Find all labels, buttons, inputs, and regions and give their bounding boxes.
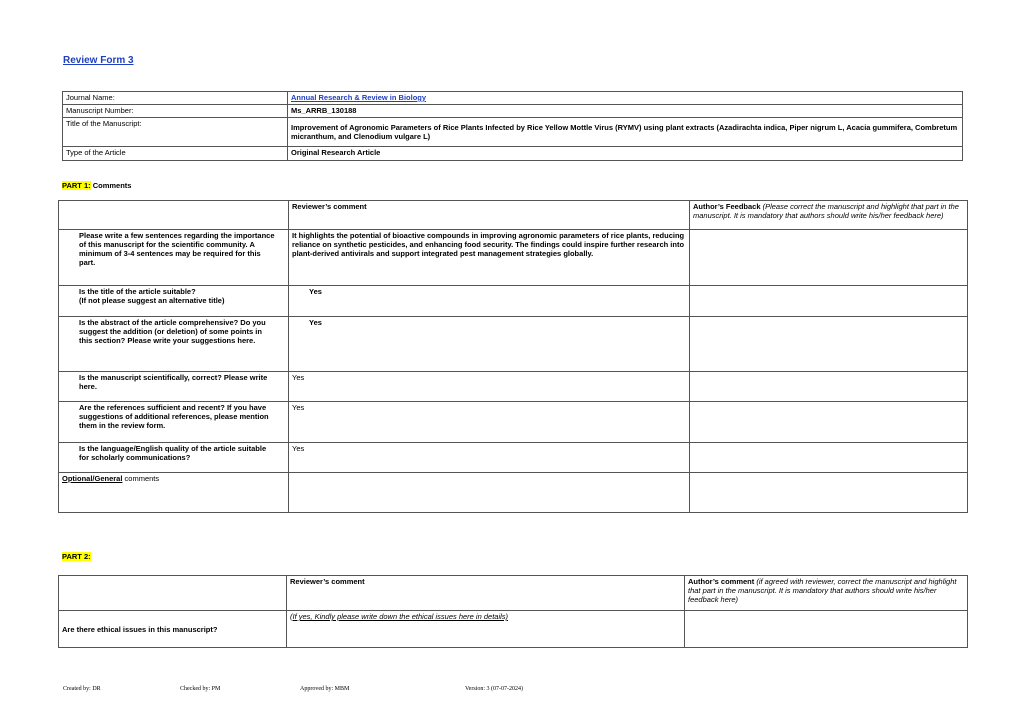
feedback-scientific[interactable] bbox=[690, 372, 968, 402]
question-language: Is the language/English quality of the article suitable for scholarly communications? bbox=[59, 443, 289, 473]
feedback-language[interactable] bbox=[690, 443, 968, 473]
question-title: Is the title of the article suitable? (If not please suggest an alternative title) bbox=[59, 286, 289, 317]
ethical-comment-field[interactable]: (If yes, Kindly please write down the ethical issues here in details) bbox=[287, 611, 685, 648]
footer-created: Created by: DR bbox=[63, 686, 101, 692]
journal-label: Journal Name: bbox=[63, 92, 288, 105]
question-scientific: Is the manuscript scientifically, correct? Please write here. bbox=[59, 372, 289, 402]
part2-reviewer-header: Reviewer’s comment bbox=[287, 576, 685, 611]
title-value: Improvement of Agronomic Parameters of Rice Plants Infected by Rice Yellow Mottle Virus (RYMV) using plant extracts (Azadirachta indica, Piper nigrum L, Acacia gummifera, Combretum micranthum, and Clenodium vulgare L) bbox=[288, 118, 963, 147]
comment-language[interactable]: Yes bbox=[289, 443, 690, 473]
part1-heading bbox=[62, 181, 131, 190]
article-type-label: Type of the Article bbox=[63, 147, 288, 161]
question-references: Are the references sufficient and recent? If you have suggestions of additional references, please mention them in the review form. bbox=[59, 402, 289, 443]
footer-approved: Approved by: MBM bbox=[300, 686, 350, 692]
question-importance: Please write a few sentences regarding the importance of this manuscript for the scientific community. A minimum of 3-4 sentences may be required for this part. bbox=[59, 230, 289, 286]
ethical-feedback-field[interactable] bbox=[685, 611, 968, 648]
article-type-value: Original Research Article bbox=[288, 147, 963, 161]
footer-version: Version: 3 (07-07-2024) bbox=[465, 686, 523, 692]
feedback-importance[interactable] bbox=[690, 230, 968, 286]
part1-table bbox=[58, 200, 968, 513]
footer-checked: Checked by: PM bbox=[180, 686, 221, 692]
part1-heading-label: PART 1: bbox=[62, 181, 91, 190]
part1-author-header: Author’s Feedback (Please correct the manuscript and highlight that part in the manuscript. It is mandatory that authors should write his/her feedback here) bbox=[690, 201, 968, 230]
feedback-abstract[interactable] bbox=[690, 317, 968, 372]
manuscript-number-value: Ms_ARRB_130188 bbox=[288, 105, 963, 118]
form-title: Review Form 3 bbox=[63, 55, 134, 66]
optional-feedback-field[interactable] bbox=[690, 473, 968, 513]
manuscript-info-table bbox=[62, 91, 963, 161]
journal-link[interactable]: Annual Research & Review in Biology bbox=[291, 93, 427, 102]
comment-scientific[interactable]: Yes bbox=[289, 372, 690, 402]
optional-comments-field[interactable] bbox=[289, 473, 690, 513]
part1-heading-rest: Comments bbox=[90, 181, 132, 190]
comment-title[interactable]: Yes bbox=[289, 286, 690, 317]
part2-heading: PART 2: bbox=[62, 552, 91, 561]
comment-abstract[interactable]: Yes bbox=[289, 317, 690, 372]
comment-importance[interactable]: It highlights the potential of bioactive compounds in improving agronomic parameters of rice plants, reducing reliance on synthetic pesticides, and enhancing food security. The findings could inspire further research into plant-derived antivirals and support integrated pest management strategies globally. bbox=[289, 230, 690, 286]
manuscript-number-label: Manuscript Number: bbox=[63, 105, 288, 118]
part2-author-header: Author’s comment (if agreed with reviewer, correct the manuscript and highlight that part in the manuscript. It is mandatory that authors should write his/her feedback here) bbox=[685, 576, 968, 611]
ethical-question: Are there ethical issues in this manuscript? bbox=[59, 611, 287, 648]
title-label: Title of the Manuscript: bbox=[63, 118, 288, 147]
question-abstract: Is the abstract of the article comprehensive? Do you suggest the addition (or deletion) of some points in this section? Please write your suggestions here. bbox=[59, 317, 289, 372]
comment-references[interactable]: Yes bbox=[289, 402, 690, 443]
part1-reviewer-header: Reviewer’s comment bbox=[289, 201, 690, 230]
optional-comments-label: Optional/General comments bbox=[59, 473, 289, 513]
part2-table bbox=[58, 575, 968, 648]
feedback-references[interactable] bbox=[690, 402, 968, 443]
feedback-title[interactable] bbox=[690, 286, 968, 317]
